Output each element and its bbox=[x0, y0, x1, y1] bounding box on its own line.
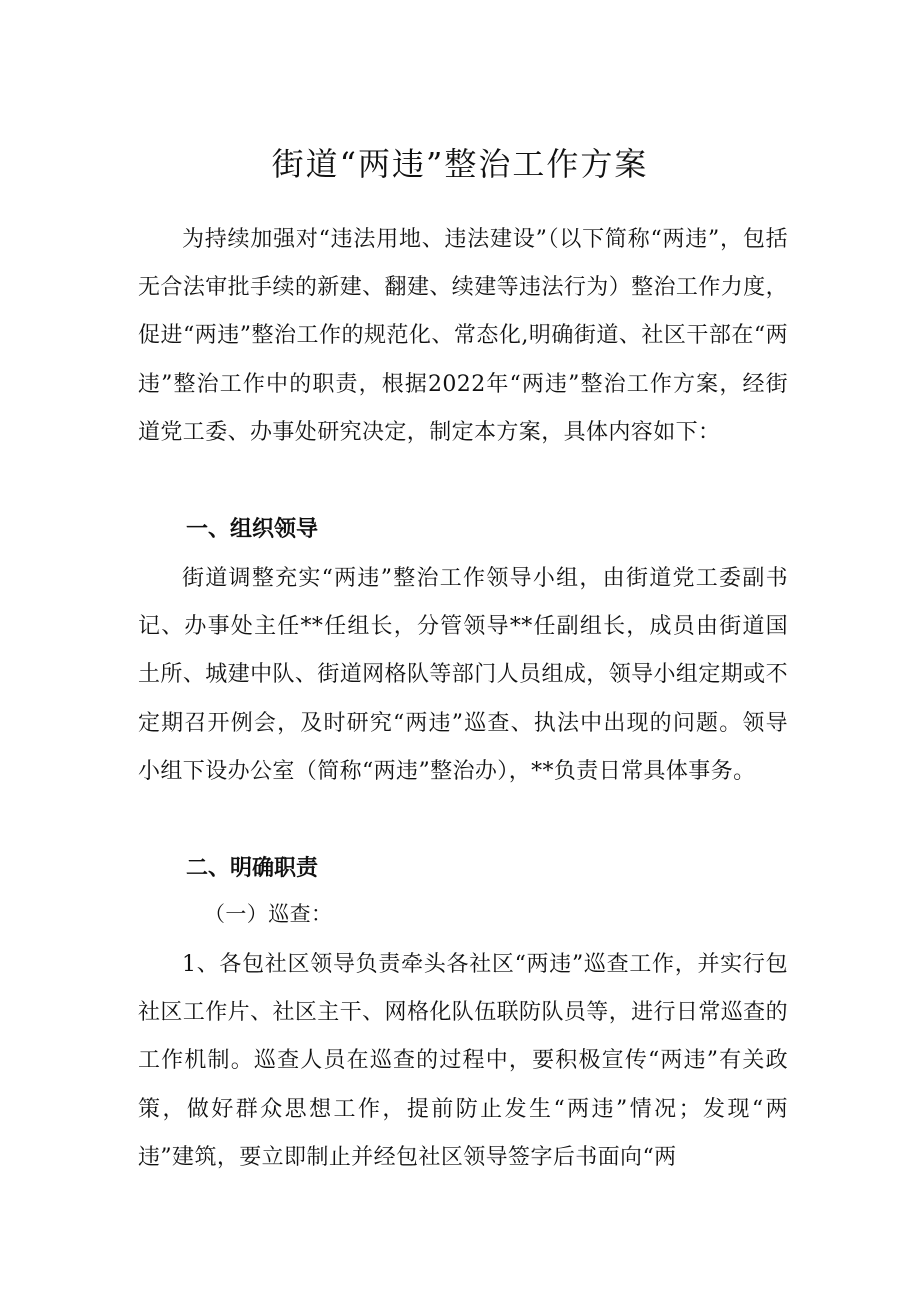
organization-paragraph: 街道调整充实“两违”整治工作领导小组，由街道党工委副书记、办事处主任**任组长，分管领导**任副组长，成员由街道国土所、城建中队、街道网格队等部门人员组成，领导小组定期或不定期召开例会，及时研究“两违”巡查、执法中出现的问题。领导小组下设办公室（简称“两违”整治办），**负责日常具体事务。 bbox=[138, 566, 788, 784]
document-title: 街道“两违”整治工作方案 bbox=[271, 145, 649, 183]
intro-paragraph: 为持续加强对“违法用地、违法建设”（以下简称“两违”，包括无合法审批手续的新建、翻建、续建等违法行为）整治工作力度，促进“两违”整治工作的规范化、常态化,明确街道、社区干部在“两违”整治工作中的职责，根据2022年“两违”整治工作方案，经街道党工委、办事处研究决定，制定本方案，具体内容如下： bbox=[138, 227, 788, 445]
section-heading-organization: 一、组织领导 bbox=[186, 517, 319, 542]
patrol-item-paragraph: 1、各包社区领导负责牵头各社区“两违”巡查工作，并实行包社区工作片、社区主干、网格化队伍联防队员等，进行日常巡查的工作机制。巡查人员在巡查的过程中，要积极宣传“两违”有关政策，做好群众思想工作，提前防止发生“两违”情况；发现“两违”建筑，要立即制止并经包社区领导签字后书面向“两 bbox=[138, 952, 788, 1170]
subsection-heading-patrol: （一）巡查： bbox=[204, 902, 333, 926]
section-heading-responsibilities: 二、明确职责 bbox=[186, 856, 319, 881]
